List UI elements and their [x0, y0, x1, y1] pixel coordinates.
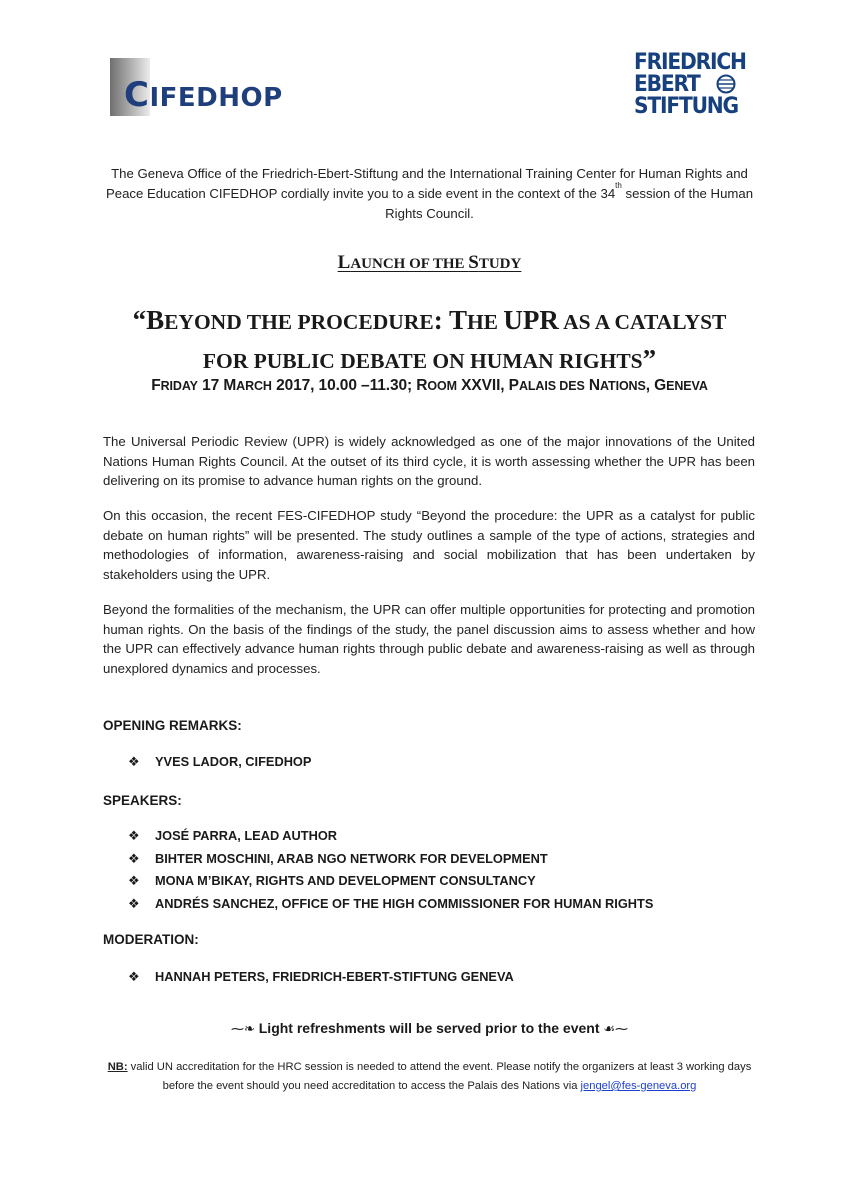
dateline-text-part: ALAIS DES	[518, 379, 585, 393]
event-dateline	[0, 377, 859, 395]
refreshments-line	[0, 1020, 859, 1037]
opening-remarks-heading: OPENING REMARKS:	[103, 718, 242, 733]
fes-logo	[634, 52, 756, 124]
list-item: ❖ YVES LADOR, CIFEDHOP	[128, 751, 311, 774]
diamond-bullet-icon: ❖	[128, 970, 140, 985]
title-text-part: FOR PUBLIC DEBATE ON HUMAN RIGHTS	[202, 349, 643, 373]
intro-superscript: th	[615, 180, 622, 190]
paragraph-upr-intro: The Universal Periodic Review (UPR) is widely acknowledged as one of the major innovations of the United Nations Human Rights Council. At the outset of its third cycle, it is worth assessing whether the UPR has been delivering on its promise to advance human rights on the ground.	[103, 434, 755, 488]
left-ornament-icon: ⁓❧	[230, 1022, 255, 1037]
opening-remarks-list	[128, 751, 311, 774]
dateline-text-part: 17 M	[197, 377, 237, 394]
title-text-part: : T	[433, 305, 467, 335]
right-ornament-icon: ☙⁓	[603, 1022, 629, 1037]
note-label: NB:	[107, 1061, 128, 1073]
dateline-text-part: RIDAY	[160, 379, 198, 393]
diamond-bullet-icon: ❖	[128, 896, 140, 912]
dateline-text-part: ARCH	[236, 379, 272, 393]
globe-icon	[716, 74, 736, 94]
dateline-text-part: OOM	[427, 379, 457, 393]
moderation-heading: MODERATION:	[103, 932, 199, 947]
contact-email-link[interactable]: jengel@fes-geneva.org	[580, 1080, 697, 1092]
paragraph-study-presentation: On this occasion, the recent FES-CIFEDHOP study “Beyond the procedure: the UPR as a catalyst for public debate on human rights” will be presented. The study outlines a sample of the type of actions, strategies and methodologies of information, awareness-raising and social mobilization that has been undertaken by stakeholders using the UPR.	[103, 508, 755, 582]
cifedhop-logo	[110, 58, 283, 116]
title-text-part: UPR	[503, 305, 559, 335]
list-item: ❖ ANDRÉS SANCHEZ, OFFICE OF THE HIGH COMMISSIONER FOR HUMAN RIGHTS	[128, 893, 653, 916]
intro-text: The Geneva Office of the Friedrich-Ebert-Stiftung and the International Training Center for Human Rights and Peace Education CIFEDHOP cordially invite you to a side event in the context of the 34th session of the Human Rights Council.	[105, 166, 754, 221]
event-title	[0, 302, 859, 380]
paragraph-panel-aims: Beyond the formalities of the mechanism, the UPR can offer multiple opportunities for protecting and promotion human rights. On the basis of the findings of the study, the panel discussion aims to assess whether and how the UPR can effectively advance human rights through public debate and awareness-raising as well as through unexplored dynamics and processes.	[103, 602, 755, 676]
note-text: valid UN accreditation for the HRC session is needed to attend the event. Please notify the organizers at least 3 working days before the event should you need accreditation to access the Palais des Nations via	[127, 1061, 752, 1092]
dateline-text-part: XXVII, P	[456, 377, 519, 394]
launch-heading: LAUNCH OF THE STUDY	[337, 252, 522, 273]
event-title-line1	[0, 302, 859, 341]
dateline-text-part: N	[584, 377, 601, 394]
fes-logo-line1: FRIEDRICH	[634, 50, 746, 75]
event-title-line2	[0, 341, 859, 380]
title-text-part: ”	[642, 344, 657, 374]
list-item: ❖ BIHTER MOSCHINI, ARAB NGO NETWORK FOR DEVELOPMENT	[128, 848, 653, 871]
fes-logo-line2: EBERT	[634, 72, 700, 97]
speakers-list	[128, 825, 653, 915]
speakers-heading: SPEAKERS:	[103, 793, 182, 808]
diamond-bullet-icon: ❖	[128, 755, 140, 770]
title-text-part: “B	[132, 305, 165, 335]
refreshments-text: Light refreshments will be served prior to the event	[258, 1020, 600, 1036]
list-item: ❖ JOSÉ PARRA, LEAD AUTHOR	[128, 825, 653, 848]
dateline-text-part: 2017, 10.00 –11.30; R	[271, 377, 428, 394]
cifedhop-logo-text: CIFEDHOP	[124, 75, 283, 115]
dateline-text-part: , G	[645, 377, 667, 394]
diamond-bullet-icon: ❖	[128, 829, 140, 844]
list-item: ❖ HANNAH PETERS, FRIEDRICH-EBERT-STIFTUNG GENEVA	[128, 966, 514, 989]
diamond-bullet-icon: ❖	[128, 874, 140, 889]
dateline-text-part: ATIONS	[600, 379, 646, 393]
list-item: ❖ MONA M’BIKAY, RIGHTS AND DEVELOPMENT CONSULTANCY	[128, 870, 653, 893]
fes-logo-line3: STIFTUNG	[634, 94, 738, 119]
dateline-text-part: F	[151, 377, 161, 394]
title-text-part: AS A CATALYST	[558, 310, 727, 334]
title-text-part: HE	[466, 310, 504, 334]
dateline-text-part: ENEVA	[666, 379, 708, 393]
moderation-list	[128, 966, 514, 989]
title-text-part: EYOND THE PROCEDURE	[164, 310, 434, 334]
diamond-bullet-icon: ❖	[128, 851, 140, 867]
accreditation-note	[100, 1058, 759, 1096]
